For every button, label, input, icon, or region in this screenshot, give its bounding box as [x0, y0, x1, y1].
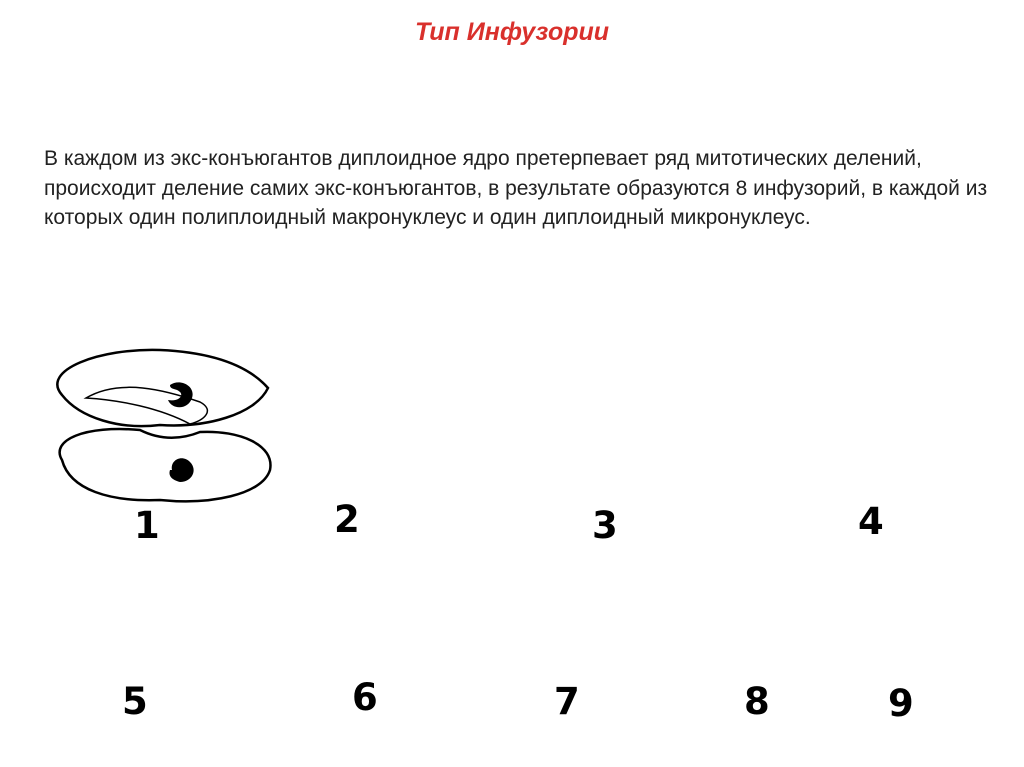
stage-label-5: 5	[122, 680, 148, 723]
stage-label-2: 2	[334, 498, 360, 541]
stage-label-4: 4	[858, 500, 884, 543]
stage-1-drawing	[57, 350, 270, 501]
stages-drawing	[0, 340, 1024, 767]
conjugation-stages-figure	[0, 340, 1024, 767]
slide-title: Тип Инфузории	[414, 18, 610, 46]
stage-label-1: 1	[134, 504, 160, 547]
slide-body-text: В каждом из экс-конъюгантов диплоидное ядро претерпевает ряд митотических делений, происходит деление самих экс-конъюгантов, в результате образуются 8 инфузорий, в каждой из которых один полиплоидный макронуклеус и один диплоидный микронуклеус.	[44, 147, 988, 229]
stage-label-6: 6	[352, 676, 378, 719]
stage-label-8: 8	[744, 680, 770, 723]
stage-label-9: 9	[888, 682, 914, 725]
stage-label-3: 3	[592, 504, 618, 547]
stage-label-7: 7	[554, 680, 580, 723]
